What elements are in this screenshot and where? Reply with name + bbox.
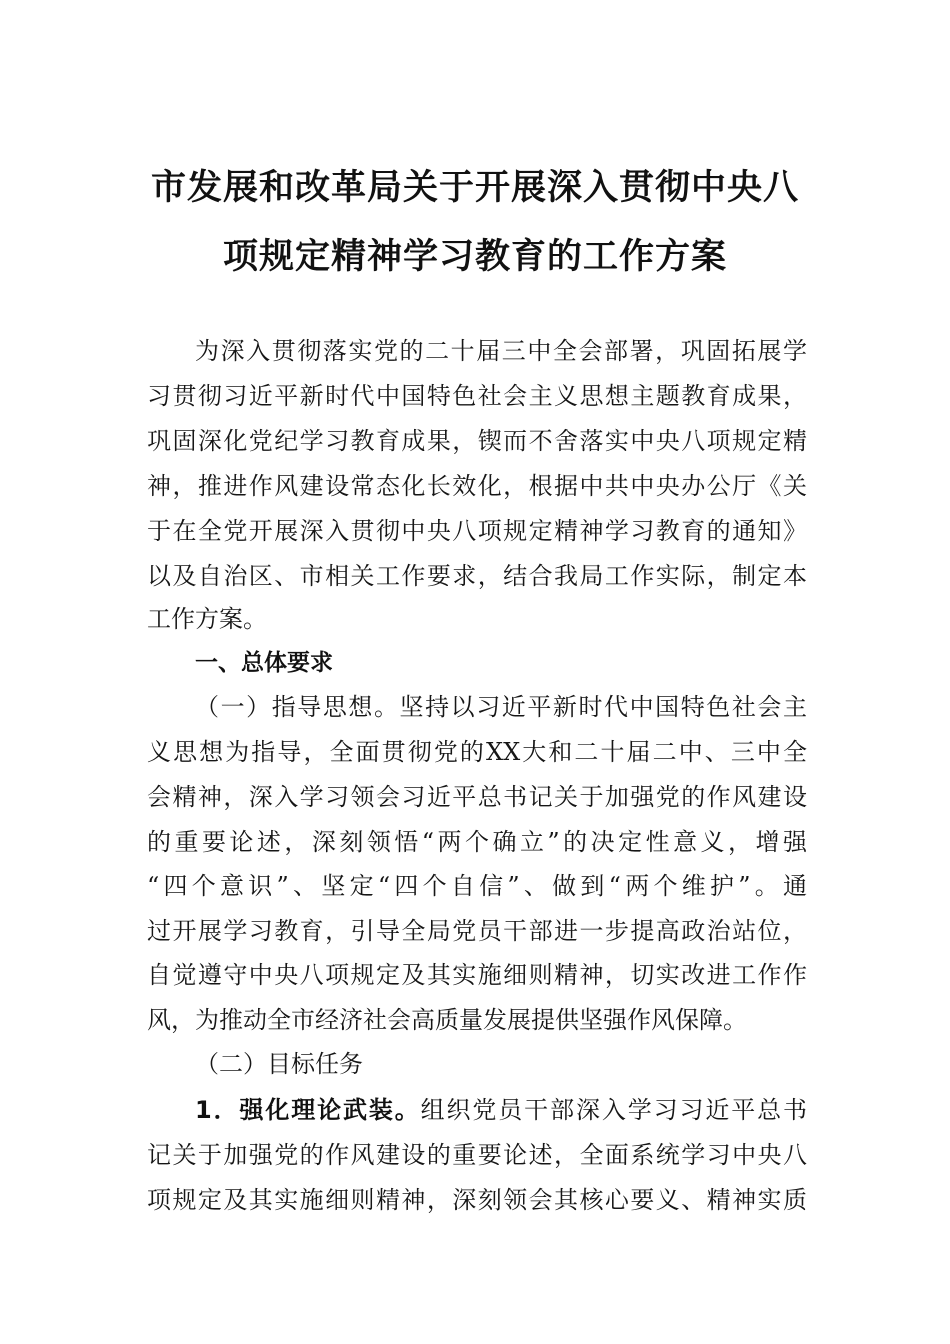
guiding-line-4: 的重要论述，深刻领悟“两个确立”的决定性意义，增强 — [147, 828, 807, 856]
intro-line-1: 为深入贯彻落实党的二十届三中全会部署，巩固拓展学 — [195, 337, 807, 365]
intro-line-2: 习贯彻习近平新时代中国特色社会主义思想主题教育成果， — [147, 382, 807, 410]
guiding-line-6: 过开展学习教育，引导全局党员干部进一步提高政治站位， — [147, 917, 807, 945]
task1-line-3: 项规定及其实施细则精神，深刻领会其核心要义、精神实质 — [147, 1186, 807, 1214]
guiding-line-5: “四个意识”、坚定“四个自信”、做到“两个维护”。通 — [147, 872, 807, 900]
section-heading-general-requirements: 一、总体要求 — [195, 650, 333, 676]
intro-line-4: 神，推进作风建设常态化长效化，根据中共中央办公厅《关 — [147, 472, 807, 500]
guiding-line-8: 风，为推动全市经济社会高质量发展提供坚强作风保障。 — [147, 1006, 747, 1034]
guiding-line-7: 自觉遵守中央八项规定及其实施细则精神，切实改进工作作 — [147, 961, 807, 989]
intro-line-5: 于在全党开展深入贯彻中央八项规定精神学习教育的通知》 — [147, 517, 807, 545]
task1-line-1 — [195, 1093, 807, 1127]
subsection-heading-goals: （二）目标任务 — [195, 1050, 363, 1078]
document-title-line-2: 项规定精神学习教育的工作方案 — [222, 236, 727, 277]
guiding-line-3: 会精神，深入学习领会习近平总书记关于加强党的作风建设 — [147, 783, 807, 811]
intro-line-3: 巩固深化党纪学习教育成果，锲而不舍落实中央八项规定精 — [147, 427, 807, 455]
intro-line-6: 以及自治区、市相关工作要求，结合我局工作实际，制定本 — [147, 562, 807, 590]
intro-line-7: 工作方案。 — [147, 605, 267, 633]
task1-first-line-text: 组织党员干部深入学习习近平总书 — [420, 1096, 807, 1124]
task1-line-2: 记关于加强党的作风建设的重要论述，全面系统学习中央八 — [147, 1141, 807, 1169]
guiding-line-2: 义思想为指导，全面贯彻党的XX大和二十届二中、三中全 — [147, 738, 807, 766]
guiding-line-1: （一）指导思想。坚持以习近平新时代中国特色社会主 — [195, 693, 807, 721]
document-title-line-1: 市发展和改革局关于开展深入贯彻中央八 — [150, 167, 799, 208]
task1-lead: 1．强化理论武装。 — [195, 1096, 421, 1124]
